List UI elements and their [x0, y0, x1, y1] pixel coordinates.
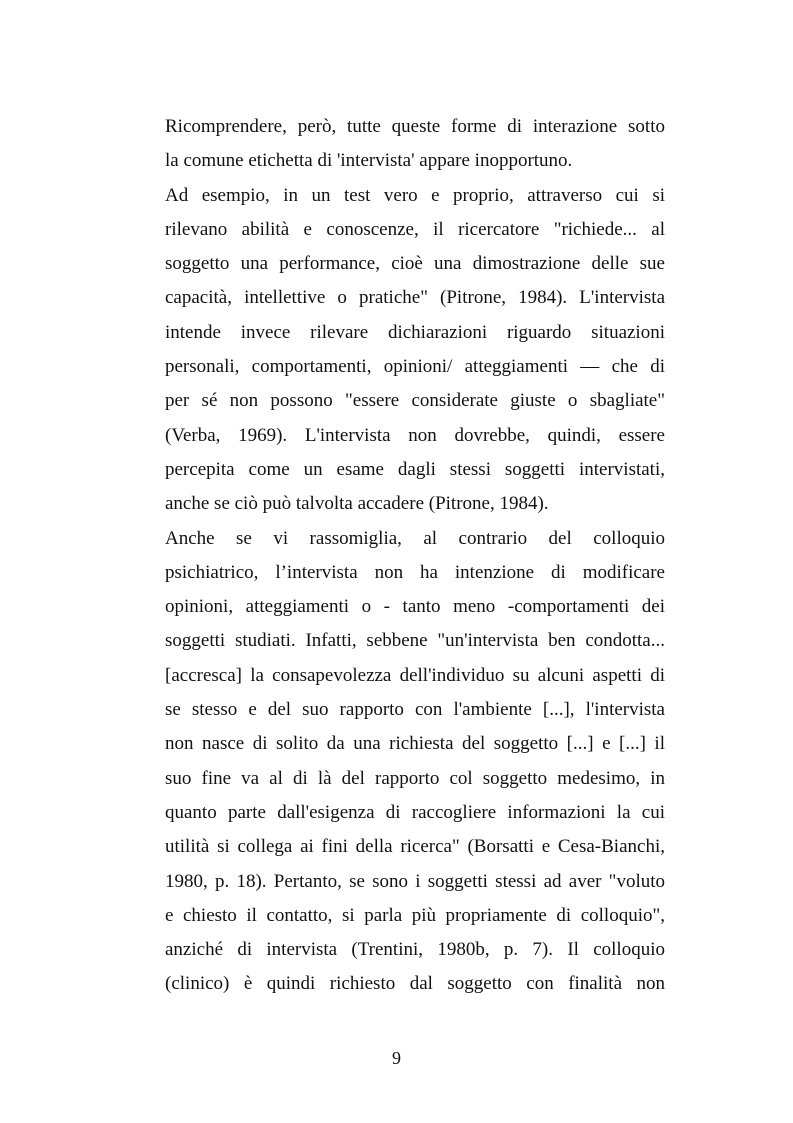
text-line: soggetto una performance, cioè una dimostrazione delle sue — [165, 253, 665, 275]
text-line: intende invece rilevare dichiarazioni riguardo situazioni — [165, 321, 665, 343]
text-line: quanto parte dall'esigenza di raccogliere informazioni la cui — [165, 801, 665, 823]
text-line: soggetti studiati. Infatti, sebbene "un'intervista ben condotta... — [165, 630, 665, 652]
text-line: se stesso e del suo rapporto con l'ambiente [...], l'intervista — [165, 699, 665, 721]
text-line: [accresca] la consapevolezza dell'individuo su alcuni aspetti di — [165, 664, 665, 686]
text-line: rilevano abilità e conoscenze, il ricercatore "richiede... al — [165, 218, 665, 240]
text-line: suo fine va al di là del rapporto col soggetto medesimo, in — [165, 767, 665, 789]
text-line: (clinico) è quindi richiesto dal soggetto con finalità non — [165, 973, 665, 995]
text-line: 1980, p. 18). Pertanto, se sono i soggetti stessi ad aver "voluto — [165, 870, 665, 892]
text-line: anziché di intervista (Trentini, 1980b, p. 7). Il colloquio — [165, 939, 665, 961]
text-line: Ad esempio, in un test vero e proprio, attraverso cui si — [165, 184, 665, 206]
page-number: 9 — [392, 1048, 401, 1068]
text-line: Ricomprendere, però, tutte queste forme di interazione sotto — [165, 116, 665, 137]
text-line: (Verba, 1969). L'intervista non dovrebbe, quindi, essere — [165, 424, 665, 446]
body-text — [165, 110, 665, 1002]
text-line: capacità, intellettive o pratiche" (Pitrone, 1984). L'intervista — [165, 287, 665, 309]
text-line: percepita come un esame dagli stessi soggetti intervistati, — [165, 458, 665, 480]
text-line: utilità si collega ai fini della ricerca" (Borsatti e Cesa-Bianchi, — [165, 836, 665, 858]
text-line: personali, comportamenti, opinioni/ atteggiamenti — che di — [165, 356, 665, 378]
text-line: la comune etichetta di 'intervista' appare inopportuno. — [165, 150, 573, 172]
text-line: Anche se vi rassomiglia, al contrario del colloquio — [165, 527, 665, 549]
text-line: psichiatrico, l’intervista non ha intenzione di modificare — [165, 561, 665, 583]
text-line: anche se ciò può talvolta accadere (Pitrone, 1984). — [165, 493, 549, 515]
text-line: opinioni, atteggiamenti o - tanto meno -comportamenti dei — [165, 596, 665, 618]
text-line: e chiesto il contatto, si parla più propriamente di colloquio", — [165, 904, 665, 926]
text-line: per sé non possono "essere considerate giuste o sbagliate" — [165, 390, 665, 412]
text-line: non nasce di solito da una richiesta del soggetto [...] e [...] il — [165, 733, 665, 755]
